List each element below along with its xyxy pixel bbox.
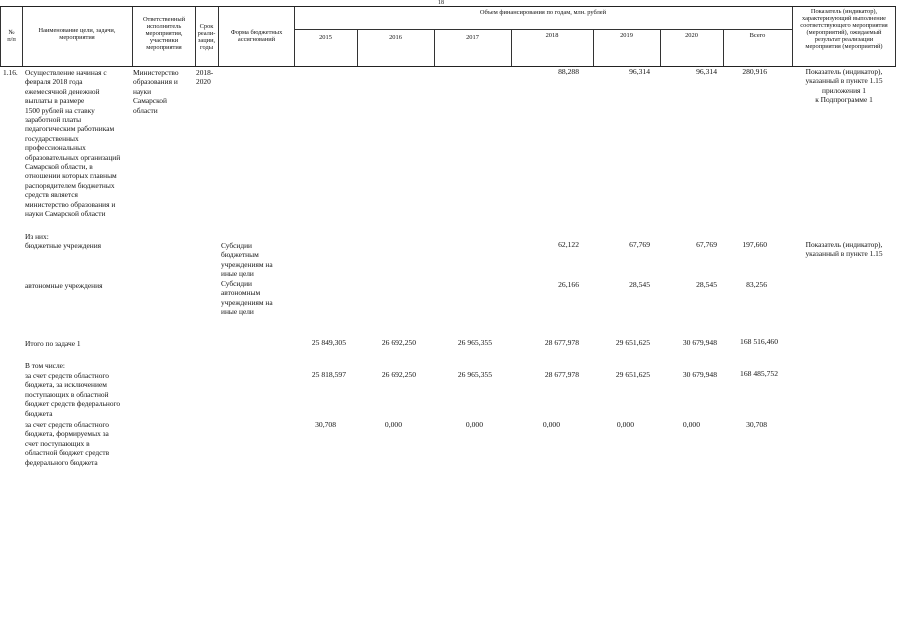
budget-inst-v2018: 62,122: [558, 240, 579, 249]
itogo-v2019: 29 651,625: [615, 338, 650, 347]
row-116-indicator: Показатель (индикатор), указанный в пункте 1.15 приложения 1 к Подпрограмме 1: [805, 67, 883, 105]
regional-v2018: 28 677,978: [544, 370, 579, 379]
auto-inst-name: автономные учреждения: [25, 281, 103, 290]
budget-inst-v2020: 67,769: [696, 240, 717, 249]
row-116-term: 2018- 2020: [196, 68, 214, 87]
auto-inst-v2020: 28,545: [696, 280, 717, 289]
federal-v2015: 30,708: [315, 420, 336, 429]
table-header: [0, 6, 896, 67]
itogo-v2020: 30 679,948: [682, 338, 717, 347]
auto-inst-total: 83,256: [746, 280, 767, 289]
auto-inst-v2019: 28,545: [629, 280, 650, 289]
header-term: Срок реали- зации, годы: [197, 23, 216, 51]
header-volume: Объем финансирования по годам, млн. рублей: [479, 9, 607, 16]
row-116-name: Осуществление начиная с февраля 2018 года ежемесячной денежной выплаты в размере 1500 рублей на ставку заработной платы педагогическим работникам государственных профессиональных образовательных организаций Самарской области, в отношении которых главным распорядителем бюджетных средств является министерство образования и науки Самарской области: [25, 68, 121, 219]
regional-v2017: 26 965,355: [457, 370, 492, 379]
header-year-2020: 2020: [685, 32, 698, 39]
header-name: Наименование цели, задачи, мероприятия: [38, 27, 116, 41]
header-year-2019: 2019: [620, 32, 633, 39]
row-116-v2020: 96,314: [696, 67, 717, 76]
budget-inst-total: 197,660: [742, 240, 767, 249]
regional-v2020: 30 679,948: [682, 370, 717, 379]
federal-v2020: 0,000: [682, 420, 700, 429]
regional-v2019: 29 651,625: [615, 370, 650, 379]
header-form: Форма бюджетных ассигнований: [230, 29, 283, 43]
budget-inst-name: бюджетные учреждения: [25, 241, 102, 250]
itogo-total: 168 516,460: [740, 337, 778, 346]
auto-inst-form: Субсидии автономным учреждениям на иные цели: [221, 279, 273, 317]
itogo-v2017: 26 965,355: [457, 338, 492, 347]
row-116-executor: Министерство образования и науки Самарской области: [133, 68, 179, 115]
row-116-total: 280,916: [742, 67, 767, 76]
auto-inst-v2018: 26,166: [558, 280, 579, 289]
itogo-v2016: 26 692,250: [381, 338, 416, 347]
itogo-name: Итого по задаче 1: [25, 339, 81, 348]
label-iz-nih: Из них:: [25, 232, 49, 241]
header-total: Всего: [749, 32, 766, 39]
regional-v2015: 25 818,597: [311, 370, 346, 379]
header-year-2015: 2015: [319, 34, 332, 41]
row-116-num: 1.16.: [3, 68, 18, 77]
header-executor: Ответственный исполнитель мероприятия, участники мероприятия: [142, 16, 186, 51]
regional-total: 168 485,752: [740, 369, 778, 378]
itogo-v2018: 28 677,978: [544, 338, 579, 347]
page-number: 18: [438, 0, 444, 6]
header-num: № п/п: [7, 29, 16, 43]
row-116-v2019: 96,314: [629, 67, 650, 76]
label-v-tom-chisle: В том числе:: [25, 361, 65, 370]
header-year-2016: 2016: [389, 34, 402, 41]
budget-inst-indicator: Показатель (индикатор), указанный в пункте 1.15: [805, 240, 883, 259]
header-year-2018: 2018: [545, 32, 559, 39]
itogo-v2015: 25 849,305: [311, 338, 346, 347]
federal-v2017: 0,000: [465, 420, 483, 429]
budget-inst-form: Субсидии бюджетным учреждениям на иные цели: [221, 241, 273, 279]
federal-v2019: 0,000: [616, 420, 634, 429]
federal-v2018: 0,000: [542, 420, 560, 429]
row-116-v2018: 88,288: [558, 67, 579, 76]
header-year-2017: 2017: [466, 34, 479, 41]
federal-v2016: 0,000: [384, 420, 402, 429]
regional-name: за счет средств областного бюджета, за исключением поступающих в областной бюджет средств федерального бюджета: [25, 371, 121, 418]
header-indicator: Показатель (индикатор), характеризующий выполнение соответствующего мероприятия (мероприятий), ожидаемый результат реализации мероприятия (мероприятий): [800, 8, 888, 50]
regional-v2016: 26 692,250: [381, 370, 416, 379]
budget-inst-v2019: 67,769: [629, 240, 650, 249]
federal-total: 30,708: [746, 420, 767, 429]
federal-name: за счет средств областного бюджета, формируемых за счет поступающих в областной бюджет средств федерального бюджета: [25, 420, 110, 467]
